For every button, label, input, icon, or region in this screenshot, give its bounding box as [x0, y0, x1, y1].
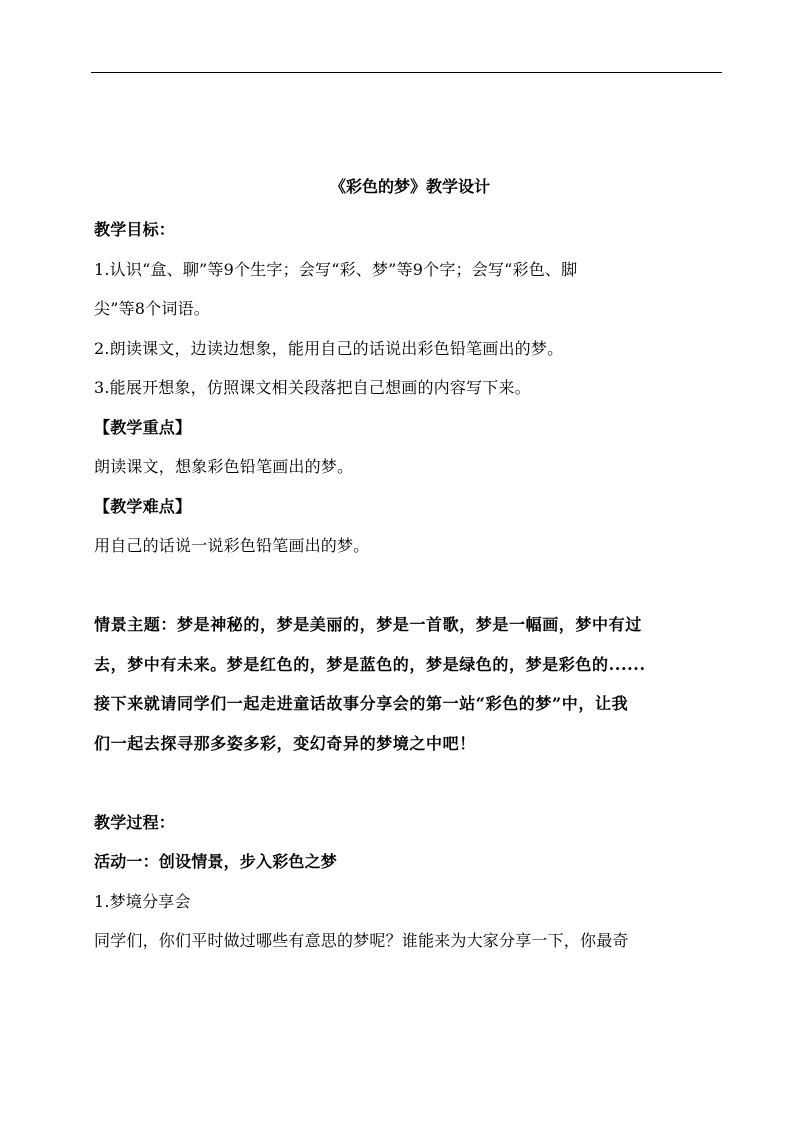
key-points-text: 朗读课文，想象彩色铅笔画出的梦。	[94, 457, 354, 476]
key-points-heading: 【教学重点】	[94, 417, 192, 437]
goal-line: 尖”等8个词语。	[94, 299, 210, 318]
step-text: 同学们，你们平时做过哪些有意思的梦呢？谁能来为大家分享一下，你最奇	[94, 931, 629, 950]
step-heading: 1.梦境分享会	[94, 891, 191, 911]
blank-line	[94, 763, 726, 803]
theme-line: 情景主题：梦是神秘的，梦是美丽的，梦是一首歌，梦是一幅画，梦中有过	[94, 615, 642, 634]
activity-heading: 活动一：创设情景，步入彩色之梦	[94, 852, 338, 871]
goal-line: 3.能展开想象，仿照课文相关段落把自己想画的内容写下来。	[94, 378, 531, 397]
process-heading: 教学过程：	[94, 812, 176, 832]
difficulty-text: 用自己的话说一说彩色铅笔画出的梦。	[94, 536, 370, 555]
theme-line: 接下来就请同学们一起走进童话故事分享会的第一站“彩色的梦”中，让我	[94, 694, 629, 713]
theme-line: 去，梦中有未来。梦是红色的，梦是蓝色的，梦是绿色的，梦是彩色的......	[94, 654, 646, 674]
goal-line: 1.认识“盒、聊”等9个生字；会写“彩、梦”等9个字；会写“彩色、脚	[94, 259, 578, 279]
blank-line	[94, 566, 726, 606]
header-rule	[91, 72, 722, 73]
theme-line: 们一起去探寻那多姿多彩，变幻奇异的梦境之中吧！	[94, 733, 476, 753]
theme-paragraph	[94, 605, 726, 763]
goal-line: 2.朗读课文，边读边想象，能用自己的话说出彩色铅笔画出的梦。	[94, 338, 564, 358]
goals-heading: 教学目标：	[94, 220, 176, 239]
page-title: 《彩色的梦》教学设计	[329, 177, 490, 196]
difficulty-heading: 【教学难点】	[94, 496, 192, 516]
document-body	[94, 170, 726, 961]
